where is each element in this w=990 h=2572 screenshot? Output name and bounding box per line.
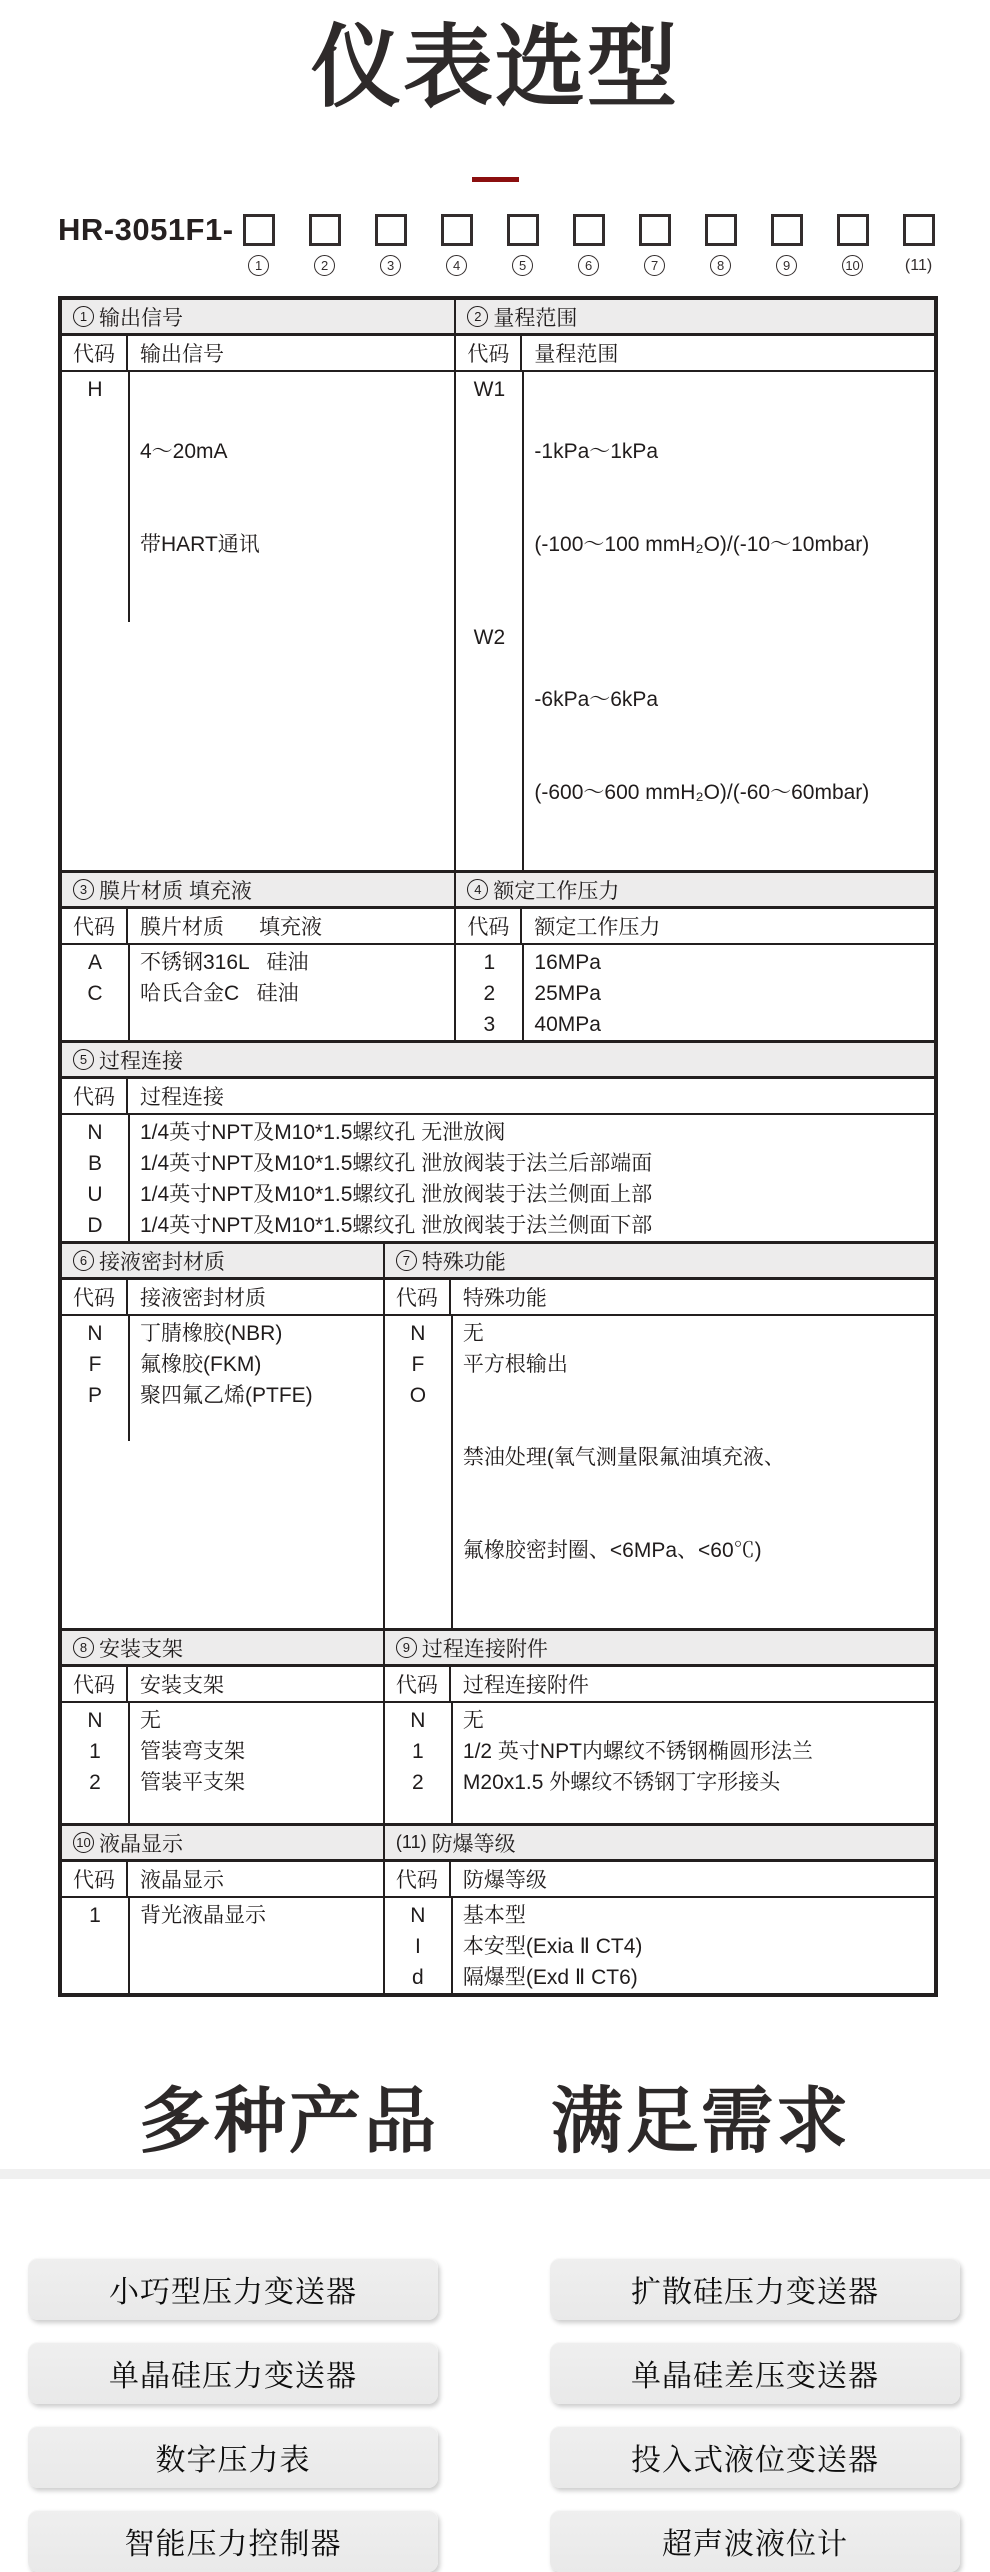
model-position-6 (573, 214, 605, 276)
section-header (385, 1244, 934, 1280)
table-row (456, 374, 934, 622)
row-code: N (87, 1709, 103, 1733)
section-header (62, 1043, 934, 1079)
position-label: 7 (644, 255, 665, 276)
row-value: 1/4英寸NPT及M10*1.5螺纹孔 无泄放阀 (140, 1121, 506, 1145)
row-value: 1/4英寸NPT及M10*1.5螺纹孔 泄放阀装于法兰侧面下部 (140, 1214, 653, 1238)
row-code: B (87, 1152, 102, 1176)
row-value: 哈氏合金C 硅油 (140, 982, 299, 1006)
position-label: 2 (314, 255, 335, 276)
section-header (62, 873, 454, 909)
section-number-badge: ( 11 ) (396, 1832, 427, 1853)
row-value: 丁腈橡胶(NBR) (140, 1322, 283, 1346)
model-position-5 (507, 214, 539, 276)
row-code: 1 (412, 1740, 424, 1764)
products-grid (28, 2258, 960, 2572)
row-code: 2 (89, 1771, 101, 1795)
section-number-badge: 7 (396, 1250, 417, 1271)
row-value: 无 (462, 1709, 484, 1733)
section-title: 接液密封材质 (99, 1250, 225, 1274)
section-title: 防爆等级 (431, 1832, 516, 1856)
row-code: W1 (473, 378, 506, 402)
section-title: 液晶显示 (99, 1832, 183, 1856)
model-position-3 (375, 214, 407, 276)
section-process-connection (62, 1043, 934, 1241)
column-header-row (62, 1862, 383, 1898)
section-rows (62, 1703, 383, 1823)
row-value: 4～20mA 带HART通讯 (140, 440, 260, 557)
section-rows (456, 372, 934, 870)
column-header-row (385, 1862, 934, 1898)
page-title: 仪表选型 (311, 18, 679, 118)
product-button-submersible-level-transmitter[interactable]: 投入式液位变送器 (550, 2426, 960, 2488)
row-code: W2 (473, 626, 506, 650)
row-value: 氟橡胶(FKM) (140, 1353, 262, 1377)
value-header-cell: 额定工作压力 (534, 916, 661, 940)
row-value: 背光液晶显示 (140, 1904, 266, 1928)
row-code: N (410, 1904, 426, 1928)
table-row (385, 1931, 934, 1962)
section-header (385, 1826, 934, 1862)
row-value: 基本型 (462, 1904, 526, 1928)
table-row (456, 622, 934, 870)
code-header-cell: 代码 (62, 1079, 128, 1113)
model-position-box (507, 214, 539, 246)
value-header-cell: 防爆等级 (462, 1869, 547, 1893)
table-row (62, 1210, 934, 1241)
table-row (62, 1318, 383, 1349)
value-header-cell: 过程连接附件 (462, 1674, 589, 1698)
code-header-cell: 代码 (62, 1280, 128, 1314)
row-value: 16MPa (534, 951, 601, 975)
position-label: 1 (248, 255, 269, 276)
code-header-cell: 代码 (385, 1862, 451, 1896)
table-row (62, 1179, 934, 1210)
table-row (62, 1380, 383, 1411)
section-title: 安装支架 (99, 1637, 183, 1661)
table-row (62, 374, 454, 622)
row-code: 2 (483, 982, 496, 1006)
table-row (385, 1380, 934, 1628)
table-row (62, 1767, 383, 1798)
row-code: A (87, 951, 102, 975)
section-special-function (383, 1244, 934, 1628)
row-value: 1/2 英寸NPT内螺纹不锈钢椭圆形法兰 (462, 1740, 813, 1764)
product-button-diffused-silicon-pressure-transmitter[interactable]: 扩散硅压力变送器 (550, 2258, 960, 2320)
row-code: 3 (483, 1013, 496, 1037)
table-row (456, 947, 934, 978)
model-position-8 (705, 214, 737, 276)
table-row (62, 1705, 383, 1736)
position-label: ( 11 ) (905, 255, 932, 276)
row-value: 管装平支架 (140, 1771, 245, 1795)
column-header-row (62, 1280, 383, 1316)
table-row (62, 1736, 383, 1767)
value-header-cell: 膜片材质 填充液 (140, 916, 323, 940)
row-code: 1 (89, 1740, 101, 1764)
model-position-10 (837, 214, 869, 276)
row-code: F (88, 1353, 102, 1377)
table-row (456, 978, 934, 1009)
row-value: 无 (140, 1709, 161, 1733)
section-header (62, 1631, 383, 1667)
model-positions (243, 214, 935, 276)
title-underline-divider (472, 177, 519, 182)
section-rows (62, 1316, 383, 1441)
row-value: 隔爆型(Exd Ⅱ CT6) (462, 1966, 638, 1990)
row-value: 管装弯支架 (140, 1740, 245, 1764)
section-rows (62, 372, 454, 622)
section-rows (385, 1316, 934, 1628)
row-value: 聚四氟乙烯(PTFE) (140, 1384, 313, 1408)
value-header-cell: 特殊功能 (462, 1287, 547, 1311)
row-code: P (87, 1384, 102, 1408)
section-header (62, 1826, 383, 1862)
model-position-box (441, 214, 473, 246)
model-position-box (309, 214, 341, 246)
column-header-row (456, 336, 934, 372)
column-header-row (385, 1667, 934, 1703)
model-ordering-code-row (58, 214, 990, 276)
products-heading (0, 2083, 990, 2162)
position-label: 5 (512, 255, 533, 276)
value-header-cell: 安装支架 (140, 1674, 224, 1698)
code-header-cell: 代码 (62, 1667, 128, 1701)
column-header-row (385, 1280, 934, 1316)
table-row (385, 1349, 934, 1380)
section-explosion-proof-rating (383, 1826, 934, 1993)
section-number-badge: 8 (73, 1637, 94, 1658)
section-rows (385, 1898, 934, 1993)
section-header (385, 1631, 934, 1667)
row-code: C (87, 982, 103, 1006)
column-header-row (62, 1667, 383, 1703)
code-header-cell: 代码 (456, 336, 522, 370)
code-header-cell: 代码 (62, 1862, 128, 1896)
position-label: 10 (842, 255, 863, 276)
model-position-box (639, 214, 671, 246)
code-header-cell: 代码 (385, 1280, 451, 1314)
section-title: 过程连接 (99, 1049, 183, 1073)
section-header (62, 1244, 383, 1280)
value-header-cell: 量程范围 (534, 343, 619, 367)
value-header-cell: 液晶显示 (140, 1869, 224, 1893)
section-header (62, 300, 454, 336)
row-code: U (87, 1183, 103, 1207)
section-rows (456, 945, 934, 1040)
section-number-badge: 5 (73, 1049, 94, 1070)
table-row (62, 1349, 383, 1380)
model-position-11 (903, 214, 935, 276)
section-number-badge: 4 (467, 879, 488, 900)
position-label: 9 (776, 255, 797, 276)
code-header-cell: 代码 (456, 909, 522, 943)
row-value: -1kPa～1kPa (-100～100 mmH₂O)/(-10～10mbar) (534, 440, 870, 557)
value-header-cell: 接液密封材质 (140, 1287, 266, 1311)
section-number-badge: 1 (73, 306, 94, 327)
column-header-row (62, 909, 454, 945)
model-position-box (837, 214, 869, 246)
model-position-box (375, 214, 407, 246)
section-number-badge: 9 (396, 1637, 417, 1658)
section-rated-pressure (454, 873, 934, 1040)
column-header-row (62, 336, 454, 372)
position-label: 3 (380, 255, 401, 276)
code-header-cell: 代码 (62, 336, 128, 370)
position-label: 4 (446, 255, 467, 276)
row-value: 1/4英寸NPT及M10*1.5螺纹孔 泄放阀装于法兰后部端面 (140, 1152, 653, 1176)
section-lcd-display (62, 1826, 383, 1993)
model-position-9 (771, 214, 803, 276)
row-code: I (414, 1935, 421, 1959)
model-position-4 (441, 214, 473, 276)
row-value: 本安型(Exia Ⅱ CT4) (462, 1935, 643, 1959)
row-code: O (409, 1384, 427, 1408)
section-number-badge: 10 (73, 1832, 94, 1853)
value-header-cell: 输出信号 (140, 343, 224, 367)
section-number-badge: 3 (73, 879, 94, 900)
product-button-compact-pressure-transmitter[interactable]: 小巧型压力变送器 (28, 2258, 438, 2320)
table-row (385, 1318, 934, 1349)
table-row (385, 1900, 934, 1931)
row-code: D (87, 1214, 103, 1238)
section-title: 输出信号 (99, 306, 183, 330)
section-title: 特殊功能 (421, 1250, 506, 1274)
value-header-cell: 过程连接 (140, 1086, 224, 1110)
product-button-monocrystalline-silicon-dp-transmitter[interactable]: 单晶硅差压变送器 (550, 2342, 960, 2404)
position-label: 6 (578, 255, 599, 276)
column-header-row (456, 909, 934, 945)
section-rows (62, 1115, 934, 1241)
table-row (385, 1767, 934, 1798)
model-position-2 (309, 214, 341, 276)
row-code: d (412, 1966, 424, 1990)
table-row (62, 1148, 934, 1179)
section-title: 过程连接附件 (421, 1637, 548, 1661)
section-header (456, 300, 934, 336)
model-position-box (771, 214, 803, 246)
section-rows (62, 1898, 383, 1993)
section-rows (385, 1703, 934, 1823)
section-title: 量程范围 (493, 306, 578, 330)
row-code: N (87, 1121, 103, 1145)
row-value: 25MPa (534, 982, 601, 1006)
table-row (385, 1962, 934, 1993)
code-header-cell: 代码 (62, 909, 128, 943)
table-row (62, 1900, 383, 1931)
position-label: 8 (710, 255, 731, 276)
row-value: 无 (462, 1322, 484, 1346)
model-position-7 (639, 214, 671, 276)
product-button-ultrasonic-level-meter[interactable]: 超声波液位计 (550, 2510, 960, 2572)
row-code: H (87, 378, 103, 402)
products-heading-right: 满足需求 (551, 2082, 852, 2163)
row-value: M20x1.5 外螺纹不锈钢丁字形接头 (462, 1771, 781, 1795)
table-row (385, 1705, 934, 1736)
product-button-monocrystalline-silicon-pressure-transmitter[interactable]: 单晶硅压力变送器 (28, 2342, 438, 2404)
row-value: 平方根输出 (462, 1353, 568, 1377)
model-position-box (243, 214, 275, 246)
section-header (456, 873, 934, 909)
section-rows (62, 945, 454, 1040)
row-value: 40MPa (534, 1013, 601, 1037)
section-mounting-bracket (62, 1631, 383, 1823)
row-code: 1 (483, 951, 496, 975)
row-value: 1/4英寸NPT及M10*1.5螺纹孔 泄放阀装于法兰侧面上部 (140, 1183, 653, 1207)
row-code: 1 (89, 1904, 101, 1928)
table-row (385, 1736, 934, 1767)
row-code: N (87, 1322, 103, 1346)
row-code: N (410, 1322, 426, 1346)
model-prefix: HR-3051F1- (58, 212, 234, 248)
product-button-digital-pressure-gauge[interactable]: 数字压力表 (28, 2426, 438, 2488)
section-title: 膜片材质 填充液 (99, 879, 252, 903)
row-code: N (410, 1709, 426, 1733)
section-process-connection-accessory (383, 1631, 934, 1823)
section-number-badge: 2 (467, 306, 488, 327)
model-position-box (573, 214, 605, 246)
row-code: F (411, 1353, 425, 1377)
model-position-box (903, 214, 935, 246)
row-value: 不锈钢316L 硅油 (140, 951, 309, 975)
footer-strip (0, 2169, 990, 2179)
model-position-1 (243, 214, 275, 276)
section-output-signal (62, 300, 454, 870)
section-seal-material (62, 1244, 383, 1628)
row-value: 禁油处理(氧气测量限氟油填充液、 氟橡胶密封圈、<6MPa、<60℃) (462, 1446, 785, 1563)
table-row (62, 1117, 934, 1148)
section-diaphragm-fill (62, 873, 454, 1040)
model-position-box (705, 214, 737, 246)
code-header-cell: 代码 (385, 1667, 451, 1701)
row-code: 2 (412, 1771, 424, 1795)
table-row (62, 978, 454, 1009)
table-row (456, 1009, 934, 1040)
section-title: 额定工作压力 (493, 879, 620, 903)
table-row (62, 947, 454, 978)
spec-selection-table (58, 296, 938, 1997)
section-range (454, 300, 934, 870)
row-value: -6kPa～6kPa (-600～600 mmH₂O)/(-60～60mbar) (534, 688, 870, 805)
products-heading-left: 多种产品 (138, 2082, 439, 2163)
product-button-smart-pressure-controller[interactable]: 智能压力控制器 (28, 2510, 438, 2572)
section-number-badge: 6 (73, 1250, 94, 1271)
column-header-row (62, 1079, 934, 1115)
